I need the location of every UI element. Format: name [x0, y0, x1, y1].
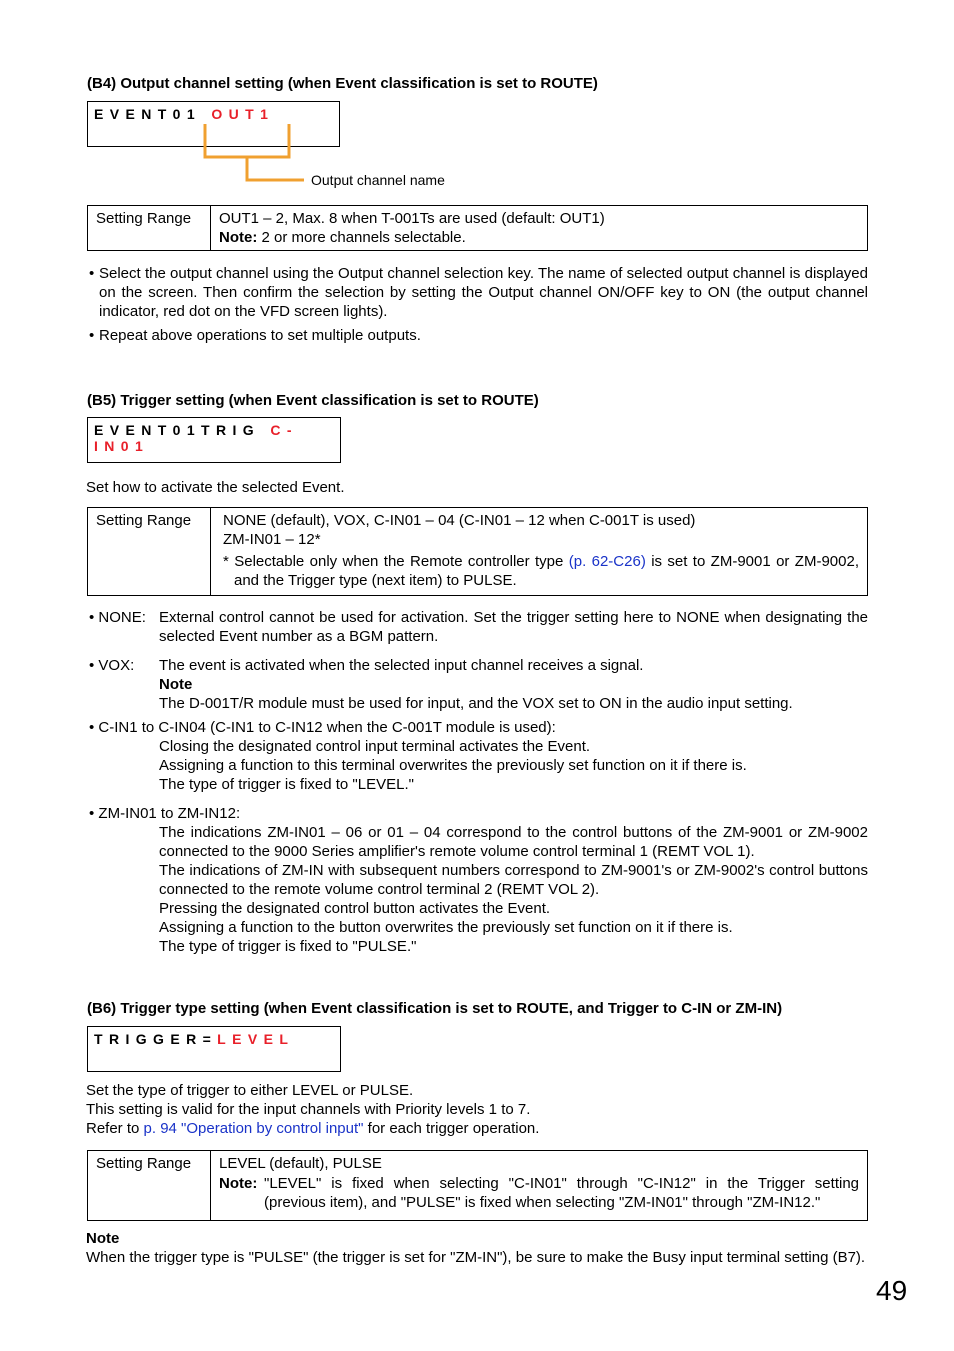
b4-callout-bracket — [200, 124, 310, 184]
b5-range-line2: ZM-IN01 – 12* — [223, 531, 321, 548]
b5-zm-line1: The indications ZM-IN01 – 06 or 01 – 04 correspond to the control buttons of the ZM-9001 or ZM-9002 connected to the 9000 Series amplifier's remote volume control terminal 1 (REMT VOL 1). — [159, 824, 868, 860]
b6-intro-line2: This setting is valid for the input channels with Priority levels 1 to 7. — [86, 1101, 531, 1118]
b6-note-label: Note — [86, 1230, 120, 1247]
b5-vfd-display — [87, 417, 341, 463]
b5-range-star-b: is set to ZM-9001 or ZM-9002, and the Trigger type (next item) to PULSE. — [234, 553, 859, 589]
b5-zm-label: • ZM-IN01 to ZM-IN12: — [89, 805, 241, 822]
b5-setting-table — [87, 507, 868, 596]
b6-heading: (B6) Trigger type setting (when Event classification is set to ROUTE, and Trigger to C-IN or ZM-IN) — [87, 1000, 783, 1017]
b4-display-prefix: EVENT01 — [94, 106, 212, 122]
b6-range-line1: LEVEL (default), PULSE — [219, 1155, 382, 1172]
b6-range-note-row — [219, 1174, 859, 1212]
b4-bullet-2-text: Repeat above operations to set multiple outputs. — [99, 327, 421, 344]
b5-cin-item — [89, 718, 868, 794]
b6-intro-line3-a: Refer to — [86, 1120, 144, 1137]
b4-bullet-1: • Select the output channel using the Output channel selection key. The name of selected output channel is displayed on the screen. Then confirm the selection by setting the Output channel ON/OFF key to ON (the output channel indicator, red dot on the VFD screen lights). — [89, 265, 868, 320]
b6-range-note-label: Note: — [219, 1175, 258, 1192]
b4-range-note: 2 or more channels selectable. — [257, 229, 466, 246]
b5-range-line1: NONE (default), VOX, C-IN01 – 04 (C-IN01 – 12 when C-001T is used) — [223, 512, 696, 529]
b5-range-star-a: * Selectable only when the Remote controller type — [223, 553, 569, 570]
b4-bullet-2: • Repeat above operations to set multiple outputs. — [87, 326, 868, 345]
b4-callout-label: Output channel name — [311, 172, 445, 188]
b4-heading: (B4) Output channel setting (when Event classification is set to ROUTE) — [87, 75, 598, 92]
b6-intro-link[interactable]: p. 94 "Operation by control input" — [143, 1120, 364, 1137]
b5-cin-label: • C-IN1 to C-IN04 (C-IN1 to C-IN12 when the C-001T module is used): — [89, 719, 556, 736]
b6-vfd-display — [87, 1026, 341, 1072]
b5-none-label: • NONE: — [89, 609, 146, 626]
b6-display-prefix: TRIGGER= — [94, 1031, 218, 1047]
b6-intro — [86, 1081, 539, 1138]
b5-vox-note-label: Note — [159, 676, 193, 693]
b6-intro-line3 — [86, 1119, 539, 1138]
b6-note-text: When the trigger type is "PULSE" (the trigger is set for "ZM-IN"), be sure to make the Busy input terminal setting (B7). — [86, 1249, 866, 1266]
b5-cin-line3: The type of trigger is fixed to "LEVEL." — [159, 776, 414, 793]
page-number: 49 — [876, 1275, 908, 1306]
b5-display-value: C-IN01 — [94, 422, 298, 454]
b6-display-value: LEVEL — [217, 1031, 295, 1047]
b5-intro: Set how to activate the selected Event. — [86, 479, 345, 496]
b5-zm-line2: The indications of ZM-IN with subsequent numbers correspond to ZM-9001's or ZM-9002's control buttons connected to the remote volume control terminal 2 (REMT VOL 2). — [159, 862, 868, 898]
b5-range-star-link[interactable]: (p. 62-C26) — [568, 553, 646, 570]
b5-range-label: Setting Range — [88, 508, 211, 596]
b5-none-text: External control cannot be used for activation. Set the trigger setting here to NONE when designating the selected Event number as a BGM pattern. — [159, 609, 868, 645]
b5-vox-note: The D-001T/R module must be used for input, and the VOX set to ON in the audio input setting. — [159, 695, 793, 712]
b4-setting-table — [87, 205, 868, 251]
b6-intro-line3-b: for each trigger operation. — [363, 1120, 540, 1137]
b6-note — [86, 1229, 868, 1267]
b6-setting-table — [87, 1150, 868, 1221]
b5-cin-line2: Assigning a function to this terminal overwrites the previously set function on it if there is. — [159, 757, 747, 774]
b4-range-label: Setting Range — [88, 206, 211, 251]
b5-none-item — [89, 608, 868, 646]
b4-range-line1: OUT1 – 2, Max. 8 when T-001Ts are used (default: OUT1) — [219, 210, 605, 227]
b4-display-value: OUT1 — [211, 106, 275, 122]
b6-range-note: "LEVEL" is fixed when selecting "C-IN01" through "C-IN12" in the Trigger setting (previous item), and "PULSE" is fixed when selecting "ZM-IN01" through "ZM-IN12." — [264, 1175, 859, 1211]
b5-zm-line3: Pressing the designated control button activates the Event. — [159, 900, 551, 917]
b6-range-label: Setting Range — [88, 1151, 211, 1221]
b6-intro-line1: Set the type of trigger to either LEVEL or PULSE. — [86, 1082, 414, 1099]
b5-zm-line5: The type of trigger is fixed to "PULSE." — [159, 938, 417, 955]
b5-cin-line1: Closing the designated control input terminal activates the Event. — [159, 738, 591, 755]
b5-heading: (B5) Trigger setting (when Event classification is set to ROUTE) — [87, 392, 539, 409]
b5-display-prefix: EVENT01TRIG — [94, 422, 271, 438]
b4-range-note-label: Note: — [219, 229, 258, 246]
b5-range-star — [223, 552, 859, 590]
b5-zm-item — [89, 804, 868, 956]
b5-vox-item — [89, 656, 868, 713]
b5-vox-text: The event is activated when the selected input channel receives a signal. — [159, 657, 644, 674]
b5-zm-line4: Assigning a function to the button overwrites the previously set function on it if there is. — [159, 919, 733, 936]
b4-bullet-1-text: Select the output channel using the Output channel selection key. The name of selected output channel is displayed on the screen. Then confirm the selection by setting the Output channel ON/OFF key to ON (the output channel indicator, red dot on the VFD screen lights). — [99, 265, 868, 320]
b5-vox-label: • VOX: — [89, 657, 135, 674]
